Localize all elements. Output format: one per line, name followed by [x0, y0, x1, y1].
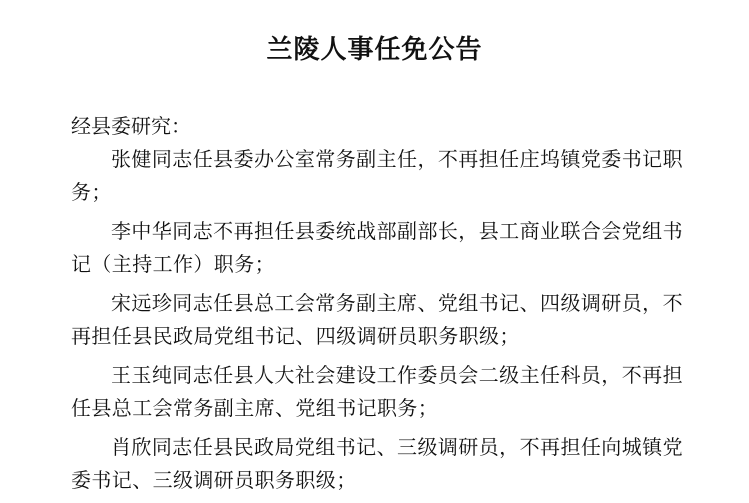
- appointment-item: 张健同志任县委办公室常务副主任，不再担任庄坞镇党委书记职务；: [71, 147, 683, 204]
- document-intro: 经县委研究：: [71, 114, 191, 138]
- appointment-item: 宋远珍同志任县总工会常务副主席、党组书记、四级调研员，不再担任县民政局党组书记、四级调研员职务职级；: [71, 291, 683, 348]
- document-title: 兰陵人事任免公告: [266, 35, 483, 65]
- appointment-item: 肖欣同志任县民政局党组书记、三级调研员，不再担任向城镇党委书记、三级调研员职务职级；: [71, 435, 683, 492]
- appointment-item: 王玉纯同志任县人大社会建设工作委员会二级主任科员，不再担任县总工会常务副主席、党组书记职务；: [71, 363, 683, 420]
- appointment-item: 李中华同志不再担任县委统战部副部长，县工商业联合会党组书记（主持工作）职务；: [71, 219, 683, 276]
- appointment-list: [71, 143, 683, 503]
